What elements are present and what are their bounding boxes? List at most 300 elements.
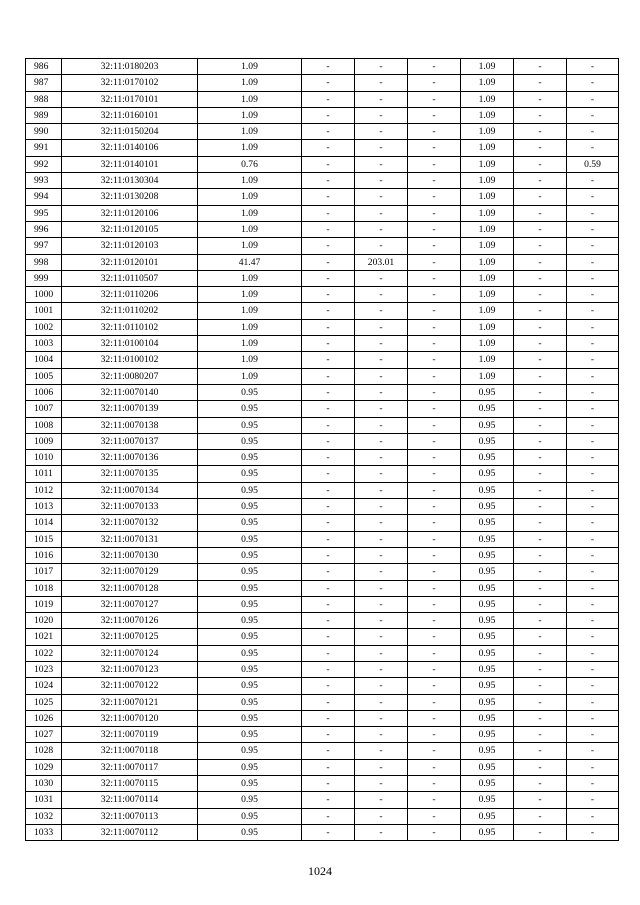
value-3-cell: - bbox=[355, 596, 408, 612]
value-2-cell: - bbox=[302, 499, 355, 515]
value-5-cell: 1.09 bbox=[461, 156, 514, 172]
row-number-cell: 1022 bbox=[26, 645, 62, 661]
value-2-cell: - bbox=[302, 189, 355, 205]
value-7-cell: - bbox=[567, 91, 619, 107]
row-number-cell: 1014 bbox=[26, 515, 62, 531]
value-3-cell: - bbox=[355, 678, 408, 694]
value-1-cell: 1.09 bbox=[198, 173, 302, 189]
table-row bbox=[26, 368, 619, 384]
table-row bbox=[26, 384, 619, 400]
value-3-cell: - bbox=[355, 336, 408, 352]
value-1-cell: 1.09 bbox=[198, 368, 302, 384]
row-number-cell: 1021 bbox=[26, 629, 62, 645]
value-1-cell: 0.95 bbox=[198, 629, 302, 645]
cadastral-number-cell: 32:11:0180203 bbox=[62, 59, 198, 75]
cadastral-number-cell: 32:11:0110507 bbox=[62, 270, 198, 286]
value-2-cell: - bbox=[302, 580, 355, 596]
row-number-cell: 999 bbox=[26, 270, 62, 286]
value-4-cell: - bbox=[408, 645, 461, 661]
cadastral-number-cell: 32:11:0070140 bbox=[62, 384, 198, 400]
value-1-cell: 0.95 bbox=[198, 450, 302, 466]
value-7-cell: - bbox=[567, 417, 619, 433]
value-6-cell: - bbox=[514, 645, 567, 661]
value-1-cell: 0.95 bbox=[198, 743, 302, 759]
value-3-cell: - bbox=[355, 759, 408, 775]
value-6-cell: - bbox=[514, 776, 567, 792]
value-6-cell: - bbox=[514, 759, 567, 775]
value-1-cell: 0.95 bbox=[198, 515, 302, 531]
value-2-cell: - bbox=[302, 270, 355, 286]
cadastral-number-cell: 32:11:0110102 bbox=[62, 319, 198, 335]
value-6-cell: - bbox=[514, 238, 567, 254]
value-4-cell: - bbox=[408, 124, 461, 140]
value-6-cell: - bbox=[514, 433, 567, 449]
value-3-cell: - bbox=[355, 531, 408, 547]
table-row bbox=[26, 645, 619, 661]
value-5-cell: 0.95 bbox=[461, 645, 514, 661]
value-5-cell: 0.95 bbox=[461, 547, 514, 563]
row-number-cell: 1027 bbox=[26, 727, 62, 743]
value-4-cell: - bbox=[408, 205, 461, 221]
value-4-cell: - bbox=[408, 792, 461, 808]
value-3-cell: - bbox=[355, 205, 408, 221]
value-4-cell: - bbox=[408, 254, 461, 270]
value-3-cell: - bbox=[355, 140, 408, 156]
row-number-cell: 1001 bbox=[26, 303, 62, 319]
value-3-cell: - bbox=[355, 156, 408, 172]
cadastral-number-cell: 32:11:0070121 bbox=[62, 694, 198, 710]
value-6-cell: - bbox=[514, 466, 567, 482]
value-3-cell: - bbox=[355, 564, 408, 580]
value-6-cell: - bbox=[514, 629, 567, 645]
value-4-cell: - bbox=[408, 140, 461, 156]
value-4-cell: - bbox=[408, 189, 461, 205]
value-7-cell: - bbox=[567, 824, 619, 840]
value-2-cell: - bbox=[302, 776, 355, 792]
value-3-cell: - bbox=[355, 91, 408, 107]
row-number-cell: 1020 bbox=[26, 613, 62, 629]
value-3-cell: - bbox=[355, 173, 408, 189]
data-table bbox=[25, 58, 619, 841]
value-6-cell: - bbox=[514, 450, 567, 466]
value-2-cell: - bbox=[302, 336, 355, 352]
value-4-cell: - bbox=[408, 270, 461, 286]
table-row bbox=[26, 238, 619, 254]
row-number-cell: 1018 bbox=[26, 580, 62, 596]
value-3-cell: - bbox=[355, 238, 408, 254]
value-2-cell: - bbox=[302, 808, 355, 824]
value-5-cell: 0.95 bbox=[461, 417, 514, 433]
value-7-cell: - bbox=[567, 287, 619, 303]
value-7-cell: - bbox=[567, 352, 619, 368]
value-1-cell: 0.95 bbox=[198, 792, 302, 808]
row-number-cell: 1015 bbox=[26, 531, 62, 547]
value-5-cell: 0.95 bbox=[461, 629, 514, 645]
page-number: 1024 bbox=[308, 864, 332, 878]
value-1-cell: 1.09 bbox=[198, 287, 302, 303]
value-6-cell: - bbox=[514, 270, 567, 286]
value-3-cell: - bbox=[355, 727, 408, 743]
row-number-cell: 989 bbox=[26, 107, 62, 123]
cadastral-number-cell: 32:11:0130208 bbox=[62, 189, 198, 205]
value-1-cell: 1.09 bbox=[198, 303, 302, 319]
value-7-cell: - bbox=[567, 384, 619, 400]
value-5-cell: 0.95 bbox=[461, 808, 514, 824]
value-6-cell: - bbox=[514, 661, 567, 677]
value-3-cell: - bbox=[355, 710, 408, 726]
value-4-cell: - bbox=[408, 499, 461, 515]
row-number-cell: 1024 bbox=[26, 678, 62, 694]
value-3-cell: 203.01 bbox=[355, 254, 408, 270]
value-5-cell: 1.09 bbox=[461, 189, 514, 205]
value-1-cell: 1.09 bbox=[198, 107, 302, 123]
value-5-cell: 0.95 bbox=[461, 824, 514, 840]
value-6-cell: - bbox=[514, 401, 567, 417]
value-3-cell: - bbox=[355, 499, 408, 515]
value-6-cell: - bbox=[514, 710, 567, 726]
row-number-cell: 991 bbox=[26, 140, 62, 156]
value-6-cell: - bbox=[514, 547, 567, 563]
value-5-cell: 0.95 bbox=[461, 743, 514, 759]
value-5-cell: 0.95 bbox=[461, 580, 514, 596]
value-7-cell: - bbox=[567, 776, 619, 792]
cadastral-number-cell: 32:11:0070139 bbox=[62, 401, 198, 417]
value-3-cell: - bbox=[355, 107, 408, 123]
value-4-cell: - bbox=[408, 107, 461, 123]
value-7-cell: - bbox=[567, 368, 619, 384]
value-5-cell: 1.09 bbox=[461, 173, 514, 189]
value-3-cell: - bbox=[355, 776, 408, 792]
value-4-cell: - bbox=[408, 221, 461, 237]
value-3-cell: - bbox=[355, 401, 408, 417]
table-row bbox=[26, 629, 619, 645]
value-3-cell: - bbox=[355, 580, 408, 596]
value-6-cell: - bbox=[514, 580, 567, 596]
row-number-cell: 1004 bbox=[26, 352, 62, 368]
value-5-cell: 1.09 bbox=[461, 319, 514, 335]
value-7-cell: - bbox=[567, 694, 619, 710]
value-1-cell: 1.09 bbox=[198, 319, 302, 335]
value-6-cell: - bbox=[514, 368, 567, 384]
value-2-cell: - bbox=[302, 482, 355, 498]
value-4-cell: - bbox=[408, 75, 461, 91]
cadastral-number-cell: 32:11:0140106 bbox=[62, 140, 198, 156]
table-row bbox=[26, 694, 619, 710]
row-number-cell: 1030 bbox=[26, 776, 62, 792]
value-7-cell: - bbox=[567, 270, 619, 286]
value-5-cell: 1.09 bbox=[461, 303, 514, 319]
value-1-cell: 1.09 bbox=[198, 352, 302, 368]
value-2-cell: - bbox=[302, 140, 355, 156]
value-1-cell: 0.95 bbox=[198, 645, 302, 661]
value-3-cell: - bbox=[355, 629, 408, 645]
value-1-cell: 1.09 bbox=[198, 221, 302, 237]
value-6-cell: - bbox=[514, 189, 567, 205]
value-7-cell: - bbox=[567, 727, 619, 743]
value-2-cell: - bbox=[302, 710, 355, 726]
value-1-cell: 0.95 bbox=[198, 433, 302, 449]
value-6-cell: - bbox=[514, 613, 567, 629]
cadastral-number-cell: 32:11:0070132 bbox=[62, 515, 198, 531]
row-number-cell: 1000 bbox=[26, 287, 62, 303]
cadastral-number-cell: 32:11:0070133 bbox=[62, 499, 198, 515]
value-2-cell: - bbox=[302, 678, 355, 694]
value-6-cell: - bbox=[514, 678, 567, 694]
value-4-cell: - bbox=[408, 743, 461, 759]
table-row bbox=[26, 808, 619, 824]
table-row bbox=[26, 596, 619, 612]
value-3-cell: - bbox=[355, 352, 408, 368]
value-3-cell: - bbox=[355, 433, 408, 449]
row-number-cell: 990 bbox=[26, 124, 62, 140]
row-number-cell: 996 bbox=[26, 221, 62, 237]
cadastral-number-cell: 32:11:0070120 bbox=[62, 710, 198, 726]
value-1-cell: 0.95 bbox=[198, 531, 302, 547]
table-row bbox=[26, 547, 619, 563]
value-2-cell: - bbox=[302, 824, 355, 840]
value-4-cell: - bbox=[408, 352, 461, 368]
value-7-cell: - bbox=[567, 59, 619, 75]
value-5-cell: 0.95 bbox=[461, 776, 514, 792]
value-4-cell: - bbox=[408, 417, 461, 433]
value-2-cell: - bbox=[302, 743, 355, 759]
table-row bbox=[26, 824, 619, 840]
row-number-cell: 1019 bbox=[26, 596, 62, 612]
value-1-cell: 0.95 bbox=[198, 596, 302, 612]
cadastral-number-cell: 32:11:0070122 bbox=[62, 678, 198, 694]
value-1-cell: 1.09 bbox=[198, 336, 302, 352]
value-4-cell: - bbox=[408, 564, 461, 580]
value-4-cell: - bbox=[408, 303, 461, 319]
value-1-cell: 1.09 bbox=[198, 270, 302, 286]
value-4-cell: - bbox=[408, 710, 461, 726]
value-3-cell: - bbox=[355, 792, 408, 808]
table-row bbox=[26, 727, 619, 743]
value-2-cell: - bbox=[302, 173, 355, 189]
row-number-cell: 1032 bbox=[26, 808, 62, 824]
value-3-cell: - bbox=[355, 450, 408, 466]
value-6-cell: - bbox=[514, 482, 567, 498]
value-7-cell: - bbox=[567, 221, 619, 237]
value-5-cell: 1.09 bbox=[461, 221, 514, 237]
value-6-cell: - bbox=[514, 59, 567, 75]
value-5-cell: 1.09 bbox=[461, 336, 514, 352]
value-1-cell: 0.95 bbox=[198, 694, 302, 710]
value-4-cell: - bbox=[408, 759, 461, 775]
value-1-cell: 0.95 bbox=[198, 384, 302, 400]
value-3-cell: - bbox=[355, 645, 408, 661]
row-number-cell: 1008 bbox=[26, 417, 62, 433]
table-row bbox=[26, 124, 619, 140]
value-6-cell: - bbox=[514, 140, 567, 156]
value-6-cell: - bbox=[514, 254, 567, 270]
value-2-cell: - bbox=[302, 531, 355, 547]
row-number-cell: 988 bbox=[26, 91, 62, 107]
row-number-cell: 992 bbox=[26, 156, 62, 172]
value-1-cell: 0.95 bbox=[198, 401, 302, 417]
row-number-cell: 1005 bbox=[26, 368, 62, 384]
cadastral-number-cell: 32:11:0130304 bbox=[62, 173, 198, 189]
cadastral-number-cell: 32:11:0120105 bbox=[62, 221, 198, 237]
value-3-cell: - bbox=[355, 270, 408, 286]
value-1-cell: 0.95 bbox=[198, 482, 302, 498]
row-number-cell: 1025 bbox=[26, 694, 62, 710]
cadastral-number-cell: 32:11:0070126 bbox=[62, 613, 198, 629]
value-6-cell: - bbox=[514, 319, 567, 335]
row-number-cell: 994 bbox=[26, 189, 62, 205]
value-6-cell: - bbox=[514, 564, 567, 580]
value-2-cell: - bbox=[302, 727, 355, 743]
value-5-cell: 0.95 bbox=[461, 384, 514, 400]
value-4-cell: - bbox=[408, 531, 461, 547]
row-number-cell: 993 bbox=[26, 173, 62, 189]
value-6-cell: - bbox=[514, 808, 567, 824]
value-1-cell: 1.09 bbox=[198, 124, 302, 140]
value-7-cell: - bbox=[567, 743, 619, 759]
value-1-cell: 0.95 bbox=[198, 466, 302, 482]
value-2-cell: - bbox=[302, 221, 355, 237]
value-4-cell: - bbox=[408, 401, 461, 417]
value-3-cell: - bbox=[355, 189, 408, 205]
value-1-cell: 0.95 bbox=[198, 776, 302, 792]
cadastral-number-cell: 32:11:0070117 bbox=[62, 759, 198, 775]
value-2-cell: - bbox=[302, 156, 355, 172]
cadastral-number-cell: 32:11:0070131 bbox=[62, 531, 198, 547]
cadastral-number-cell: 32:11:0170101 bbox=[62, 91, 198, 107]
value-1-cell: 1.09 bbox=[198, 59, 302, 75]
value-4-cell: - bbox=[408, 596, 461, 612]
value-5-cell: 0.95 bbox=[461, 466, 514, 482]
table-row bbox=[26, 107, 619, 123]
table-row bbox=[26, 205, 619, 221]
value-1-cell: 1.09 bbox=[198, 75, 302, 91]
value-4-cell: - bbox=[408, 547, 461, 563]
value-5-cell: 1.09 bbox=[461, 91, 514, 107]
cadastral-number-cell: 32:11:0070135 bbox=[62, 466, 198, 482]
row-number-cell: 1026 bbox=[26, 710, 62, 726]
value-6-cell: - bbox=[514, 75, 567, 91]
value-7-cell: - bbox=[567, 629, 619, 645]
row-number-cell: 1003 bbox=[26, 336, 62, 352]
value-2-cell: - bbox=[302, 287, 355, 303]
cadastral-number-cell: 32:11:0070123 bbox=[62, 661, 198, 677]
value-2-cell: - bbox=[302, 401, 355, 417]
value-6-cell: - bbox=[514, 91, 567, 107]
value-3-cell: - bbox=[355, 824, 408, 840]
value-2-cell: - bbox=[302, 792, 355, 808]
cadastral-number-cell: 32:11:0170102 bbox=[62, 75, 198, 91]
value-5-cell: 1.09 bbox=[461, 287, 514, 303]
cadastral-number-cell: 32:11:0110202 bbox=[62, 303, 198, 319]
table-row bbox=[26, 189, 619, 205]
value-6-cell: - bbox=[514, 124, 567, 140]
value-2-cell: - bbox=[302, 91, 355, 107]
cadastral-number-cell: 32:11:0070134 bbox=[62, 482, 198, 498]
value-3-cell: - bbox=[355, 59, 408, 75]
value-3-cell: - bbox=[355, 124, 408, 140]
value-1-cell: 0.95 bbox=[198, 564, 302, 580]
value-3-cell: - bbox=[355, 482, 408, 498]
value-4-cell: - bbox=[408, 776, 461, 792]
value-5-cell: 0.95 bbox=[461, 450, 514, 466]
value-2-cell: - bbox=[302, 303, 355, 319]
value-4-cell: - bbox=[408, 450, 461, 466]
value-5-cell: 1.09 bbox=[461, 107, 514, 123]
cadastral-number-cell: 32:11:0070115 bbox=[62, 776, 198, 792]
value-4-cell: - bbox=[408, 59, 461, 75]
value-2-cell: - bbox=[302, 613, 355, 629]
value-4-cell: - bbox=[408, 368, 461, 384]
table-row bbox=[26, 580, 619, 596]
value-5-cell: 0.95 bbox=[461, 482, 514, 498]
value-2-cell: - bbox=[302, 417, 355, 433]
table-row bbox=[26, 91, 619, 107]
value-2-cell: - bbox=[302, 238, 355, 254]
value-7-cell: - bbox=[567, 319, 619, 335]
row-number-cell: 1033 bbox=[26, 824, 62, 840]
value-7-cell: - bbox=[567, 759, 619, 775]
table-row bbox=[26, 450, 619, 466]
value-4-cell: - bbox=[408, 515, 461, 531]
cadastral-number-cell: 32:11:0120101 bbox=[62, 254, 198, 270]
cadastral-number-cell: 32:11:0150204 bbox=[62, 124, 198, 140]
table-row bbox=[26, 401, 619, 417]
table-row bbox=[26, 417, 619, 433]
value-1-cell: 0.95 bbox=[198, 613, 302, 629]
value-5-cell: 1.09 bbox=[461, 124, 514, 140]
row-number-cell: 1028 bbox=[26, 743, 62, 759]
value-4-cell: - bbox=[408, 824, 461, 840]
value-4-cell: - bbox=[408, 156, 461, 172]
value-1-cell: 1.09 bbox=[198, 205, 302, 221]
value-1-cell: 0.95 bbox=[198, 499, 302, 515]
value-7-cell: - bbox=[567, 254, 619, 270]
cadastral-number-cell: 32:11:0070125 bbox=[62, 629, 198, 645]
value-3-cell: - bbox=[355, 221, 408, 237]
value-2-cell: - bbox=[302, 450, 355, 466]
cadastral-number-cell: 32:11:0070129 bbox=[62, 564, 198, 580]
value-1-cell: 0.95 bbox=[198, 547, 302, 563]
value-5-cell: 1.09 bbox=[461, 75, 514, 91]
value-3-cell: - bbox=[355, 303, 408, 319]
cadastral-number-cell: 32:11:0100104 bbox=[62, 336, 198, 352]
value-7-cell: - bbox=[567, 336, 619, 352]
value-7-cell: - bbox=[567, 580, 619, 596]
table-row bbox=[26, 303, 619, 319]
value-5-cell: 0.95 bbox=[461, 531, 514, 547]
cadastral-number-cell: 32:11:0070138 bbox=[62, 417, 198, 433]
value-2-cell: - bbox=[302, 254, 355, 270]
value-6-cell: - bbox=[514, 743, 567, 759]
table-row bbox=[26, 743, 619, 759]
value-3-cell: - bbox=[355, 466, 408, 482]
row-number-cell: 1007 bbox=[26, 401, 62, 417]
value-7-cell: - bbox=[567, 450, 619, 466]
value-3-cell: - bbox=[355, 613, 408, 629]
value-6-cell: - bbox=[514, 727, 567, 743]
row-number-cell: 987 bbox=[26, 75, 62, 91]
value-2-cell: - bbox=[302, 694, 355, 710]
value-6-cell: - bbox=[514, 352, 567, 368]
value-7-cell: - bbox=[567, 515, 619, 531]
value-5-cell: 0.95 bbox=[461, 727, 514, 743]
value-4-cell: - bbox=[408, 336, 461, 352]
value-3-cell: - bbox=[355, 384, 408, 400]
value-4-cell: - bbox=[408, 287, 461, 303]
value-6-cell: - bbox=[514, 107, 567, 123]
value-5-cell: 0.95 bbox=[461, 661, 514, 677]
value-5-cell: 1.09 bbox=[461, 270, 514, 286]
